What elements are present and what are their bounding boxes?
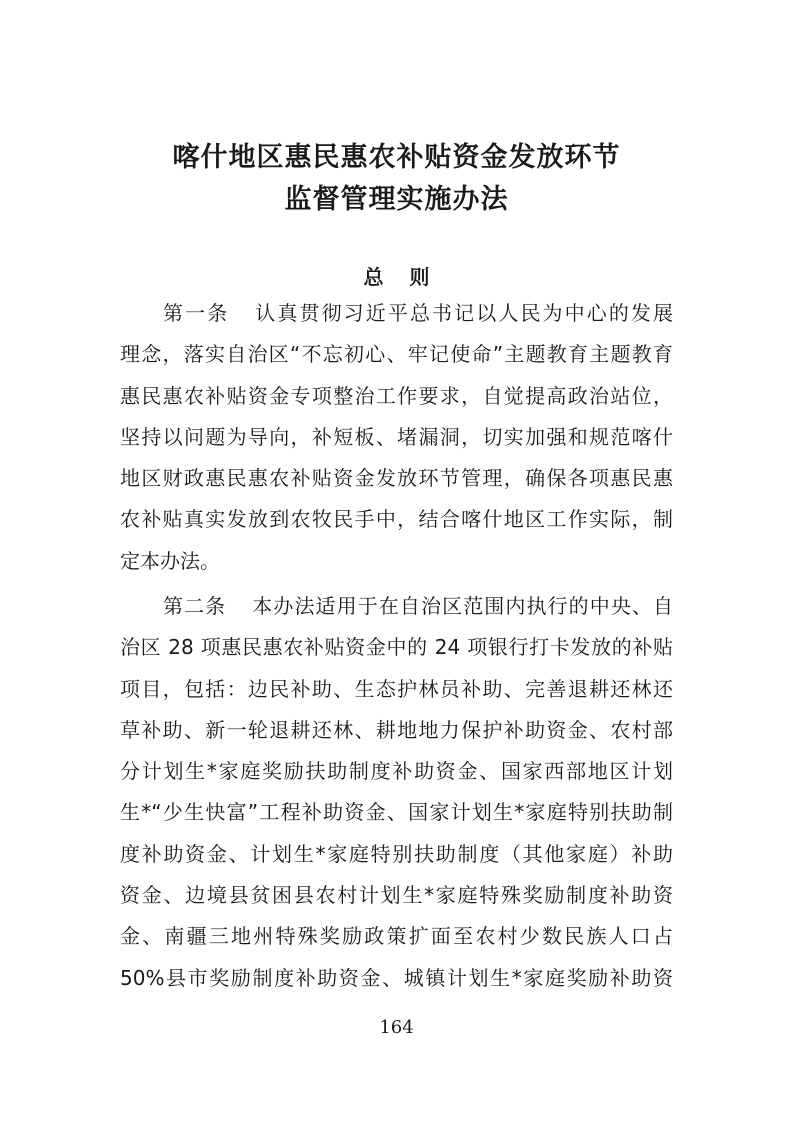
paragraph-line: 资金、边境县贫困县农村计划生*家庭特殊奖励制度补助资 bbox=[120, 883, 673, 908]
paragraph-line: 定本办法。 bbox=[120, 548, 220, 573]
paragraph-line: 度补助资金、计划生*家庭特别扶助制度（其他家庭）补助 bbox=[120, 841, 673, 866]
paragraph-line-text: 认真贯彻习近平总书记以人民为中心的发展 bbox=[255, 301, 674, 325]
paragraph-line: 50%县市奖励制度补助资金、城镇计划生*家庭奖励补助资 bbox=[120, 965, 673, 990]
article-1-label: 第一条 bbox=[163, 301, 230, 325]
paragraph-line: 治区 28 项惠民惠农补贴资金中的 24 项银行打卡发放的补贴 bbox=[120, 635, 673, 660]
paragraph-line: 坚持以问题为导向，补短板、堵漏洞，切实加强和规范喀什 bbox=[120, 424, 673, 449]
paragraph-line: 项目，包括：边民补助、生态护林员补助、完善退耕还林还 bbox=[120, 676, 673, 701]
document-title-line-1: 喀什地区惠民惠农补贴资金发放环节 bbox=[172, 142, 621, 173]
article-2-label: 第二条 bbox=[163, 594, 227, 618]
document-title-line-2: 监督管理实施办法 bbox=[284, 184, 509, 215]
paragraph-line: 地区财政惠民惠农补贴资金发放环节管理，确保各项惠民惠 bbox=[120, 466, 673, 491]
section-heading-char-1: 总 bbox=[363, 265, 384, 289]
paragraph-line: 惠民惠农补贴资金专项整治工作要求，自觉提高政治站位， bbox=[120, 383, 673, 408]
page-number: 164 bbox=[379, 1017, 414, 1038]
article-2-paragraph bbox=[120, 586, 673, 999]
paragraph-line: 农补贴真实发放到农牧民手中，结合喀什地区工作实际，制 bbox=[120, 507, 673, 532]
paragraph-line: 分计划生*家庭奖励扶助制度补助资金、国家西部地区计划 bbox=[120, 759, 673, 784]
paragraph-line bbox=[120, 293, 673, 334]
section-heading bbox=[0, 263, 793, 291]
paragraph-line: 生*“少生快富”工程补助资金、国家计划生*家庭特别扶助制 bbox=[120, 800, 673, 825]
article-1-paragraph bbox=[120, 293, 673, 582]
paragraph-line-text: 本办法适用于在自治区范围内执行的中央、自 bbox=[252, 594, 674, 618]
paragraph-line bbox=[120, 586, 673, 627]
paragraph-line: 理念，落实自治区“不忘初心、牢记使命”主题教育主题教育 bbox=[120, 342, 673, 367]
section-heading-char-2: 则 bbox=[409, 265, 430, 289]
paragraph-line: 草补助、新一轮退耕还林、耕地地力保护补助资金、农村部 bbox=[120, 717, 673, 742]
paragraph-line: 金、南疆三地州特殊奖励政策扩面至农村少数民族人口占 bbox=[120, 924, 673, 949]
